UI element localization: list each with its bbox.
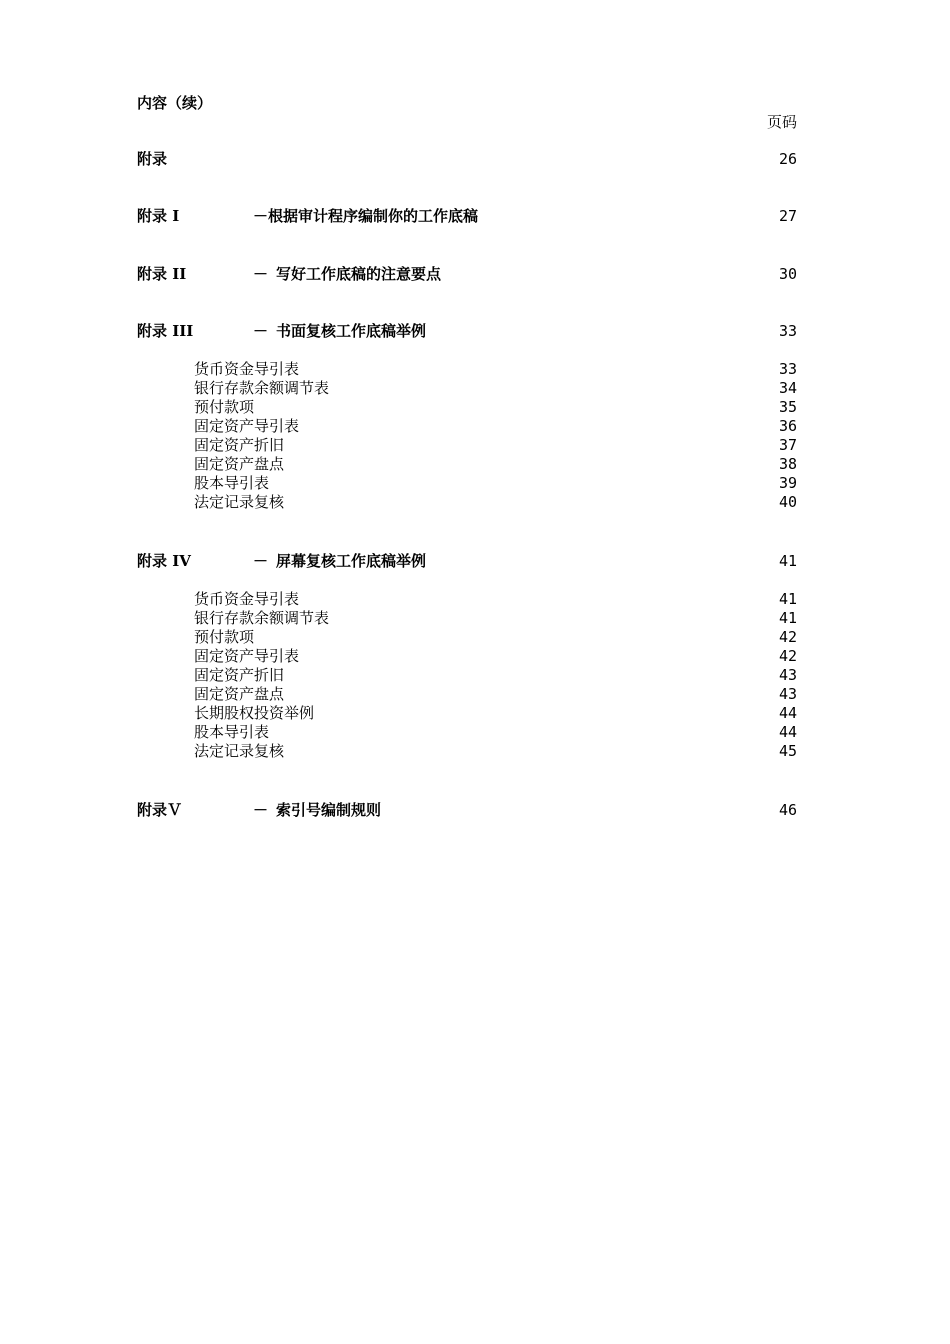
toc-subentry[interactable]	[194, 742, 797, 761]
toc-subentry[interactable]	[194, 398, 797, 417]
toc-entry-desc: 索引号编制规则	[276, 801, 382, 819]
toc-entry-dash: －	[253, 801, 269, 819]
toc-subentry-name: 股本导引表	[194, 723, 270, 741]
toc-entry-dash: －	[253, 207, 269, 225]
toc-entry-label: 附录 II	[137, 265, 187, 283]
toc-entry-page: 41	[778, 552, 797, 570]
toc-entry-page: 33	[778, 322, 797, 340]
toc-subentry-page: 37	[778, 436, 797, 454]
toc-entry-page: 30	[778, 265, 797, 283]
toc-subentry-page: 42	[778, 628, 797, 646]
page-title: 内容（续）	[137, 94, 213, 112]
toc-subentry[interactable]	[194, 609, 797, 628]
toc-subentry[interactable]	[194, 417, 797, 436]
toc-subentry-page: 41	[778, 590, 797, 608]
toc-entry-desc: 书面复核工作底稿举例	[276, 322, 427, 340]
toc-subentry-name: 法定记录复核	[194, 493, 285, 511]
toc-subentry-name: 银行存款余额调节表	[194, 379, 330, 397]
toc-subentry[interactable]	[194, 647, 797, 666]
toc-subentry-name: 固定资产导引表	[194, 647, 300, 665]
toc-entry-appendix-iii[interactable]	[137, 321, 797, 341]
toc-subentry[interactable]	[194, 666, 797, 685]
page-number-column-header: 页码	[766, 113, 797, 131]
toc-entry-desc: 根据审计程序编制你的工作底稿	[268, 207, 479, 225]
toc-subentry-name: 法定记录复核	[194, 742, 285, 760]
toc-subentry-name: 预付款项	[194, 628, 255, 646]
toc-subentry[interactable]	[194, 455, 797, 474]
toc-subentry-name: 固定资产盘点	[194, 455, 285, 473]
toc-subentry[interactable]	[194, 628, 797, 647]
toc-entry-dash: －	[253, 552, 269, 570]
toc-subentry-page: 34	[778, 379, 797, 397]
toc-entry-dash: －	[253, 322, 269, 340]
toc-subentry-name: 银行存款余额调节表	[194, 609, 330, 627]
toc-entry-appendix[interactable]	[137, 149, 797, 169]
toc-entry-appendix-ii[interactable]	[137, 264, 797, 284]
toc-subentry[interactable]	[194, 704, 797, 723]
toc-subentry-name: 货币资金导引表	[194, 360, 300, 378]
toc-subentry-name: 货币资金导引表	[194, 590, 300, 608]
toc-entry-label: 附录 IV	[137, 552, 191, 570]
toc-subentry-page: 38	[778, 455, 797, 473]
toc-subentry[interactable]	[194, 360, 797, 379]
toc-entry-appendix-iv[interactable]	[137, 551, 797, 571]
toc-subentry-page: 33	[778, 360, 797, 378]
toc-entry-appendix-i[interactable]	[137, 206, 797, 226]
toc-subentry-name: 固定资产盘点	[194, 685, 285, 703]
toc-subentry[interactable]	[194, 379, 797, 398]
toc-entry-dash: －	[253, 265, 269, 283]
toc-entry-label: 附录Ｖ	[137, 801, 183, 819]
toc-subentry-page: 40	[778, 493, 797, 511]
toc-subentry-page: 35	[778, 398, 797, 416]
toc-subentry[interactable]	[194, 474, 797, 493]
toc-entry-label: 附录	[137, 150, 168, 168]
toc-subentry-page: 45	[778, 742, 797, 760]
toc-entry-appendix-v[interactable]	[137, 800, 797, 820]
toc-subentry-page: 41	[778, 609, 797, 627]
toc-subentry-name: 固定资产折旧	[194, 666, 285, 684]
toc-subentry[interactable]	[194, 590, 797, 609]
toc-subentry-page: 39	[778, 474, 797, 492]
toc-subentry-name: 固定资产导引表	[194, 417, 300, 435]
toc-entry-label: 附录 I	[137, 207, 180, 225]
toc-subentry[interactable]	[194, 723, 797, 742]
toc-subentry-name: 固定资产折旧	[194, 436, 285, 454]
toc-subentry-page: 36	[778, 417, 797, 435]
toc-subentry[interactable]	[194, 436, 797, 455]
toc-entry-desc: 屏幕复核工作底稿举例	[276, 552, 427, 570]
toc-subentry-name: 长期股权投资举例	[194, 704, 315, 722]
toc-entry-desc: 写好工作底稿的注意要点	[276, 265, 442, 283]
toc-entry-page: 46	[778, 801, 797, 819]
toc-entry-page: 26	[778, 150, 797, 168]
toc-subentry[interactable]	[194, 493, 797, 512]
toc-subentry-name: 预付款项	[194, 398, 255, 416]
toc-subentry-page: 43	[778, 666, 797, 684]
toc-entry-page: 27	[778, 207, 797, 225]
toc-subentry-page: 44	[778, 704, 797, 722]
toc-subentry[interactable]	[194, 685, 797, 704]
toc-subentry-name: 股本导引表	[194, 474, 270, 492]
toc-subentry-page: 44	[778, 723, 797, 741]
toc-subentry-page: 42	[778, 647, 797, 665]
toc-entry-label: 附录 III	[137, 322, 194, 340]
toc-subentry-page: 43	[778, 685, 797, 703]
